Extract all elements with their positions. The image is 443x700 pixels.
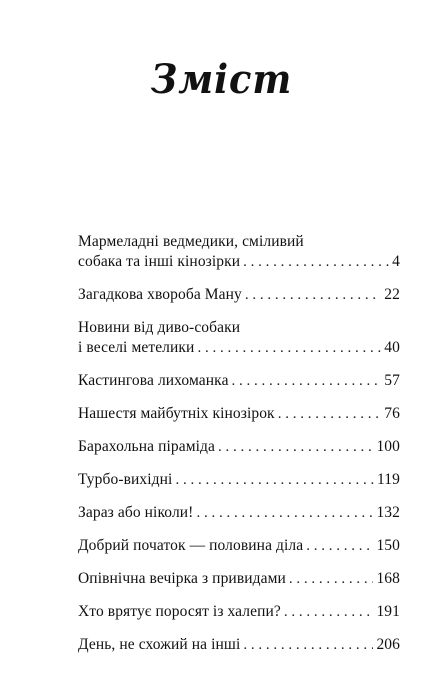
dot-leader [289, 569, 374, 589]
dot-leader [197, 338, 381, 358]
toc-entry-title: і веселі метелики [78, 339, 195, 356]
toc-page-number: 76 [384, 405, 400, 422]
toc-entry [78, 285, 400, 305]
toc-page-number: 191 [376, 603, 400, 620]
toc-entry [78, 371, 400, 391]
toc-entry-title: Мармеладні ведмедики, сміливий [78, 233, 304, 250]
toc-page-number: 100 [376, 438, 400, 455]
toc-entry [78, 602, 400, 622]
toc-entry-title: Барахольна піраміда [78, 438, 215, 455]
dot-leader [278, 404, 382, 424]
toc-entry [78, 404, 400, 424]
toc-entry [78, 503, 400, 523]
toc-entry-title: Кастингова лихоманка [78, 372, 229, 389]
toc-entry [78, 635, 400, 655]
toc-page-number: 132 [376, 504, 400, 521]
toc-entry-title: собака та інші кінозірки [78, 253, 241, 270]
table-of-contents [78, 232, 400, 655]
toc-entry [78, 437, 400, 457]
dot-leader [245, 285, 381, 305]
toc-entry-title: Новини від диво-собаки [78, 319, 241, 336]
toc-page-number: 150 [376, 537, 400, 554]
toc-entry [78, 470, 400, 490]
toc-page-number: 57 [384, 372, 400, 389]
toc-entry [78, 569, 400, 589]
dot-leader [243, 635, 373, 655]
toc-page-number: 22 [384, 286, 400, 303]
toc-entry-title: Зараз або ніколи! [78, 504, 194, 521]
dot-leader [232, 371, 382, 391]
toc-entry-title: Хто врятує поросят із халепи? [78, 603, 281, 620]
toc-page-number: 119 [377, 471, 400, 488]
toc-page-number: 4 [392, 253, 400, 270]
toc-entry [78, 536, 400, 556]
toc-entry [78, 318, 400, 358]
toc-page-number: 40 [384, 339, 400, 356]
dot-leader [196, 503, 373, 523]
dot-leader [243, 252, 389, 272]
toc-entry-title: Загадкова хвороба Ману [78, 286, 242, 303]
toc-page-number: 206 [376, 636, 400, 653]
dot-leader [175, 470, 374, 490]
dot-leader [218, 437, 373, 457]
toc-page-number: 168 [376, 570, 400, 587]
toc-entry-title: Турбо-вихідні [78, 471, 173, 488]
dot-leader [284, 602, 374, 622]
page-title: Зміст [150, 56, 293, 103]
toc-entry-title: День, не схожий на інші [78, 636, 241, 653]
toc-entry-title: Нашестя майбутніх кінозірок [78, 405, 275, 422]
toc-entry [78, 232, 400, 272]
toc-entry-title: Опівнічна вечірка з привидами [78, 570, 286, 587]
dot-leader [306, 536, 373, 556]
toc-entry-title: Добрий початок — половина діла [78, 537, 304, 554]
